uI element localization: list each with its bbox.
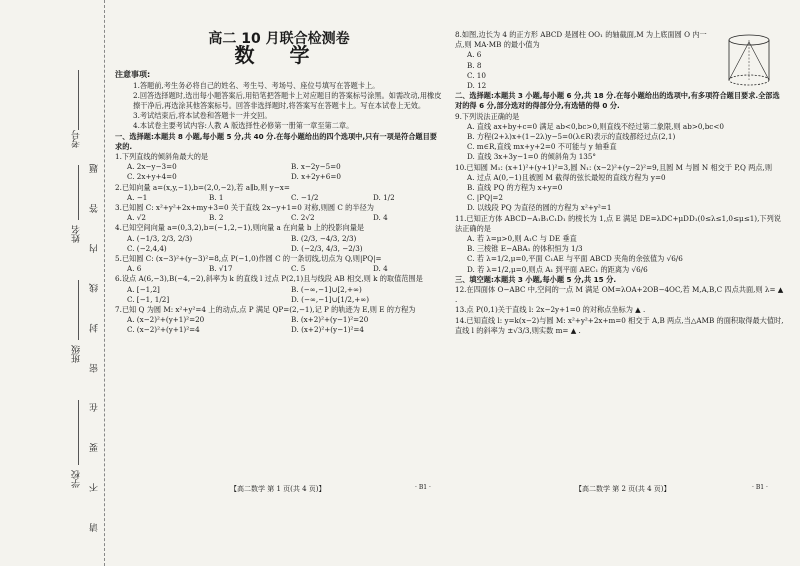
section-2-heading: 二、选择题:本题共 3 小题,每小题 6 分,共 18 分.在每小题给出的选项中,有多项符合题目要求.全部选对的得 6 分,部分选对的得部分分,有选错的得 0 分. bbox=[455, 91, 780, 111]
question-3-options bbox=[115, 213, 443, 223]
option: A. √2 bbox=[127, 213, 146, 223]
section-1-heading: 一、选择题:本题共 8 小题,每小题 5 分,共 40 分.在每小题给出的四个选项中,只有一项是符合题目要求的. bbox=[115, 131, 437, 151]
option: D. (−∞,−1]∪[1/2,+∞) bbox=[291, 294, 370, 304]
question-11: 11.已知正方体 ABCD−A₁B₁C₁D₁ 的棱长为 1,点 E 满足 DE=λDC+μDD₁(0≤λ≤1,0≤μ≤1),下列说法正确的是 bbox=[455, 213, 781, 233]
option: B. 8 bbox=[467, 60, 482, 70]
class-label: 班级 bbox=[72, 345, 82, 363]
question-6-options bbox=[115, 295, 443, 305]
page-2-code: · B1 · bbox=[752, 484, 768, 491]
option: B. 1 bbox=[209, 192, 224, 202]
option: A. 直线 ax+by+c=0 满足 ab<0,bc>0,则直线不经过第二象限,则 ab>0,bc<0 bbox=[467, 121, 724, 131]
option: C. 5 bbox=[291, 264, 306, 274]
question-7-options bbox=[115, 315, 443, 325]
segment-mb bbox=[749, 42, 769, 80]
page-1-footer: 【高二数学 第 1 页(共 4 页)】 bbox=[230, 485, 326, 493]
option: B. (x+2)²+(y−1)²=20 bbox=[291, 315, 369, 325]
question-8: 8.如图,边长为 4 的正方形 ABCD 是圆柱 OO₁ 的轴截面,M 为上底面圆 O 内一点,则 MA·MB 的最小值为 bbox=[455, 30, 707, 50]
option: A. (−1/3, 2/3, 2/3) bbox=[127, 233, 193, 243]
name-line bbox=[78, 165, 79, 220]
question-6-options bbox=[115, 285, 443, 295]
option: D. (−2/3, 4/3, −2/3) bbox=[291, 243, 363, 253]
option: B. (−∞,−1]∪[2,+∞) bbox=[291, 284, 362, 294]
exam-title: 高二 10 月联合检测卷 bbox=[208, 31, 350, 47]
question-12: 12.在四面体 O−ABC 中,空间的一点 M 满足 OM=λOA+2OB−4OC,若 M,A,B,C 四点共面,则 λ= ▲ . bbox=[455, 285, 784, 305]
notice-title: 注意事项: bbox=[115, 70, 151, 80]
option: C. (−2,4,4) bbox=[127, 243, 167, 253]
page-2-footer: 【高二数学 第 2 页(共 4 页)】 bbox=[575, 485, 671, 493]
binding-strip bbox=[0, 0, 105, 566]
seal-line-text: 请 不 要 在 密 封 线 内 答 题 bbox=[90, 150, 100, 532]
question-9: 9.下列说法正确的是 bbox=[455, 111, 520, 121]
exam-number-label: 考号 bbox=[72, 130, 82, 148]
option: D. 以线段 PQ 为直径的圆的方程为 x²+y²=1 bbox=[467, 203, 612, 213]
question-1: 1.下列直线的倾斜角最大的是 bbox=[115, 152, 209, 162]
school-label: 学校 bbox=[72, 470, 82, 488]
option: B. 三棱锥 E−ABA₁ 的体积恒为 1/3 bbox=[467, 244, 583, 254]
notice-item: 3.考试结束后,将本试卷和答题卡一并交回。 bbox=[133, 111, 272, 121]
question-5-options bbox=[115, 264, 443, 274]
option: C. [−1, 1/2] bbox=[127, 294, 170, 304]
question-5: 5.已知圆 C: (x−3)²+(y−3)²=8,点 P(−1,0)作圆 C 的一条切线,切点为 Q,则|PQ|= bbox=[115, 254, 382, 264]
question-1-options bbox=[115, 172, 443, 182]
option: B. √17 bbox=[209, 264, 233, 274]
exam-number-line bbox=[78, 70, 79, 130]
option: B. 方程(2+λ)x+(1−2λ)y−5=0(λ∈R)表示的直线都经过点(2,1) bbox=[467, 132, 676, 142]
notice-item: 4.本试卷主要考试内容:人教 A 版选择性必修第一册第一章至第二章。 bbox=[133, 121, 354, 131]
question-2: 2.已知向量 a=(x,y,−1),b=(2,0,−2),若 a∥b,则 y−x= bbox=[115, 182, 290, 192]
page-1-column bbox=[115, 20, 443, 336]
section-3-heading: 三、填空题:本题共 3 小题,每小题 5 分,共 15 分. bbox=[455, 274, 617, 284]
page-1-code: · B1 · bbox=[415, 484, 431, 491]
question-7-options bbox=[115, 325, 443, 335]
option: B. x−2y−5=0 bbox=[291, 162, 341, 172]
option: C. −1/2 bbox=[291, 192, 319, 202]
option: A. 2x−y−3=0 bbox=[127, 162, 177, 172]
option: D. 直线 3x+3y−1=0 的倾斜角为 135° bbox=[467, 152, 597, 162]
question-4: 4.已知空间向量 a=(0,3,2),b=(−1,2,−1),则向量 a 在向量 b 上的投影向量是 bbox=[115, 223, 365, 233]
option: D. 4 bbox=[373, 264, 388, 274]
subject-title: 数 学 bbox=[234, 43, 324, 68]
question-2-options bbox=[115, 193, 443, 203]
question-7: 7.已知 Q 为圆 M: x²+y²=4 上的动点,点 P 满足 QP=(2,−1),记 P 的轨迹为 E,则 E 的方程为 bbox=[115, 305, 416, 315]
school-line bbox=[78, 400, 79, 465]
question-10: 10.已知圆 M₁: (x+1)²+(y+1)²=3,圆 N₁: (x−2)²+(y−2)²=9,且圆 M 与圆 N 相交于 P,Q 两点,则 bbox=[455, 162, 773, 172]
class-line bbox=[78, 280, 79, 340]
question-4-options bbox=[115, 244, 443, 254]
question-1-options bbox=[115, 162, 443, 172]
notice-item: 1.答题前,考生务必将自己的姓名、考生号、考场号、座位号填写在答题卡上。 bbox=[133, 80, 380, 90]
option: C. 若 λ=1/2,μ=0,平面 C₁AE 与平面 ABCD 夹角的余弦值为 √6/6 bbox=[467, 254, 683, 264]
option: C. 10 bbox=[467, 70, 486, 80]
option: D. 4 bbox=[373, 213, 388, 223]
name-label: 姓名 bbox=[72, 225, 82, 243]
option: A. 过点 A(0,−1)且被圆 M 截得的弦长最短的直线方程为 y=0 bbox=[467, 172, 666, 182]
question-4-options bbox=[115, 234, 443, 244]
option: A. 6 bbox=[467, 50, 482, 60]
option: D. x+2y+6=0 bbox=[291, 172, 341, 182]
segment-ma bbox=[729, 42, 749, 80]
option: C. (x−2)²+(y+1)²=4 bbox=[127, 325, 200, 335]
question-3: 3.已知圆 C: x²+y²+2x+my+3=0 关于直线 2x−y+1=0 对称,则圆 C 的半径为 bbox=[115, 203, 374, 213]
question-13: 13.点 P(0,1)关于直线 l: 2x−2y+1=0 的对称点坐标为 ▲ . bbox=[455, 305, 646, 315]
option: B. 2 bbox=[209, 213, 224, 223]
option: D. 12 bbox=[467, 81, 487, 91]
question-6: 6.设点 A(6,−3),B(−4,−2),斜率为 k 的直线 l 过点 P(2,1)且与线段 AB 相交,则 k 的取值范围是 bbox=[115, 274, 423, 284]
option: B. 直线 PQ 的方程为 x+y=0 bbox=[467, 183, 563, 193]
option: C. 2√2 bbox=[291, 213, 315, 223]
question-14: 14.已知直线 l: y=k(x−2)与圆 M: x²+y²+2x+m=0 相交于 A,B 两点,当△AMB 的面积取得最大值时,直线 l 的斜率为 ±√3/3,则实数 m= ▲ . bbox=[455, 315, 784, 335]
option: C. 2x+y+4=0 bbox=[127, 172, 177, 182]
option: D. (x+2)²+(y−1)²=4 bbox=[291, 325, 364, 335]
option: A. (x−2)²+(y+1)²=20 bbox=[127, 315, 205, 325]
option: C. m∈R,直线 mx+y+2=0 不可能与 y 轴垂直 bbox=[467, 142, 617, 152]
option: A. 6 bbox=[127, 264, 142, 274]
option: C. |PQ|=2 bbox=[467, 193, 503, 203]
option: B. (2/3, −4/3, 2/3) bbox=[291, 233, 357, 243]
cylinder-figure bbox=[718, 30, 780, 88]
option: A. −1 bbox=[127, 192, 148, 202]
option: D. 1/2 bbox=[373, 192, 395, 202]
notice-item: 2.回答选择题时,选出每小题答案后,用铅笔把答题卡上对应题目的答案标号涂黑。如需改动,用橡皮擦干净后,再选涂其他答案标号。回答非选择题时,将答案写在答题卡上。写在本试卷上无效。 bbox=[133, 90, 442, 111]
option: D. 若 λ=1/2,μ=0,则点 A₁ 到平面 AEC₁ 的距离为 √6/6 bbox=[467, 264, 648, 274]
option: A. 若 λ=μ>0,则 A₁C 与 DE 垂直 bbox=[467, 234, 577, 244]
option: A. [−1,2] bbox=[127, 284, 160, 294]
